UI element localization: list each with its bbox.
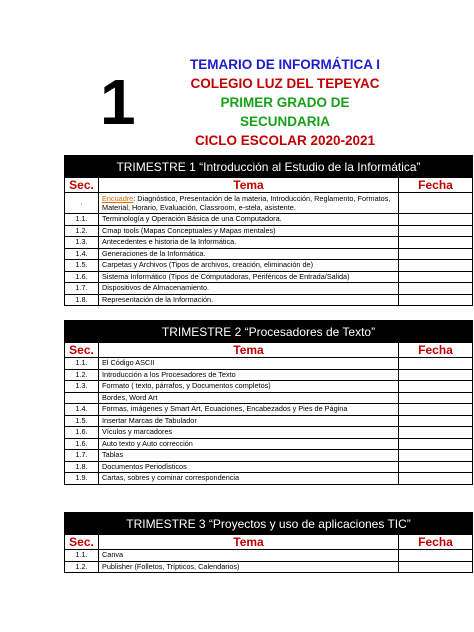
row-tema: Insertar Marcas de Tabulador <box>99 415 399 427</box>
row-sec: 1.5. <box>65 415 99 427</box>
row-fecha <box>399 237 473 249</box>
row-tema: El Código ASCII <box>99 358 399 370</box>
row-sec <box>65 392 99 404</box>
table-row <box>65 438 473 450</box>
row-tema: Introducción a los Procesadores de Texto <box>99 369 399 381</box>
row-sec: 1.2. <box>65 225 99 237</box>
table-row <box>65 392 473 404</box>
row-sec: 1.9. <box>65 473 99 485</box>
row-fecha <box>399 369 473 381</box>
table-row <box>65 550 473 562</box>
row-sec: 1.1. <box>65 214 99 226</box>
row-fecha <box>399 260 473 272</box>
table-row <box>65 561 473 573</box>
column-header-fecha: Fecha <box>399 343 473 358</box>
row-tema: Cmap tools (Mapas Conceptuales y Mapas mentales) <box>99 225 399 237</box>
row-tema: Formas, imágenes y Smart Art, Ecuaciones, Encabezados y Pies de Página <box>99 404 399 416</box>
row-tema: Sistema Informático (Tipos de Computadoras, Periféricos de Entrada/Salida) <box>99 271 399 283</box>
row-sec: 1.1. <box>65 358 99 370</box>
table-row <box>65 294 473 306</box>
table-row <box>65 237 473 249</box>
table-row <box>65 271 473 283</box>
row-sec: 1.6. <box>65 438 99 450</box>
table-row <box>65 473 473 485</box>
row-fecha <box>399 461 473 473</box>
document-header <box>190 55 380 150</box>
row-tema: Documentos Periodísticos <box>99 461 399 473</box>
table-row <box>65 214 473 226</box>
row-sec: 1.1. <box>65 550 99 562</box>
encuadre-text: : Diagnóstico, Presentación de la materia, Introducción, Reglamento, Formatos, Material, Horario, Evaluación, Classroom, e-stela, asistente. <box>102 193 391 212</box>
row-sec: 1.4. <box>65 248 99 260</box>
row-fecha <box>399 550 473 562</box>
row-sec: 1.2. <box>65 369 99 381</box>
row-fecha <box>399 283 473 295</box>
row-tema: Cartas, sobres y cominar correspondencia <box>99 473 399 485</box>
row-fecha <box>399 193 473 214</box>
row-sec: 1.8. <box>65 294 99 306</box>
row-fecha <box>399 561 473 573</box>
trimestre-2-title: TRIMESTRE 2 “Procesadores de Texto” <box>65 321 473 343</box>
table-row <box>65 461 473 473</box>
row-sec: 1.6. <box>65 427 99 439</box>
table-row <box>65 260 473 272</box>
table-row <box>65 381 473 393</box>
row-sec: 1.3. <box>65 381 99 393</box>
table-row <box>65 358 473 370</box>
table-row <box>65 248 473 260</box>
row-sec: 1.5. <box>65 260 99 272</box>
grade-number: 1 <box>100 66 136 138</box>
row-fecha <box>399 214 473 226</box>
row-fecha <box>399 392 473 404</box>
row-tema: Carpetas y Archivos (Tipos de archivos, creación, eliminación de) <box>99 260 399 272</box>
row-tema: Publisher (Folletos, Trípticos, Calendarios) <box>99 561 399 573</box>
row-tema: Formato ( texto, párrafos, y Documentos completos) <box>99 381 399 393</box>
row-sec: . <box>65 193 99 214</box>
row-sec: 1.3. <box>65 237 99 249</box>
row-tema: Canva <box>99 550 399 562</box>
row-sec: 1.6. <box>65 271 99 283</box>
row-tema: Generaciones de la Informática. <box>99 248 399 260</box>
row-fecha <box>399 404 473 416</box>
encuadre-label: Encuadre <box>102 193 134 203</box>
row-fecha <box>399 248 473 260</box>
row-fecha <box>399 438 473 450</box>
trimestre-2-table <box>64 320 473 485</box>
row-sec: 1.7. <box>65 283 99 295</box>
table-row <box>65 193 473 214</box>
trimestre-3-title: TRIMESTRE 3 “Proyectos y uso de aplicaciones TIC” <box>65 513 473 535</box>
row-tema: Vículos y marcadores <box>99 427 399 439</box>
table-row <box>65 404 473 416</box>
column-header-tema: Tema <box>99 343 399 358</box>
table-row <box>65 369 473 381</box>
table-row <box>65 225 473 237</box>
school-cycle: CICLO ESCOLAR 2020-2021 <box>194 133 376 148</box>
grade-line-2: SECUNDARIA <box>239 114 330 129</box>
row-tema: Dispositivos de Almacenamiento. <box>99 283 399 295</box>
column-header-sec: Sec. <box>65 178 99 193</box>
trimestre-1-title: TRIMESTRE 1 “Introducción al Estudio de la Informática” <box>65 156 473 178</box>
row-fecha <box>399 450 473 462</box>
row-tema: Antecedentes e historia de la Informática. <box>99 237 399 249</box>
row-fecha <box>399 294 473 306</box>
table-row <box>65 415 473 427</box>
row-fecha <box>399 427 473 439</box>
column-header-fecha: Fecha <box>399 535 473 550</box>
row-tema: Bordes, Word Art <box>99 392 399 404</box>
column-header-tema: Tema <box>99 535 399 550</box>
row-fecha <box>399 358 473 370</box>
school-name: COLEGIO LUZ DEL TEPEYAC <box>190 76 380 91</box>
row-tema: Representación de la Información. <box>99 294 399 306</box>
column-header-tema: Tema <box>99 178 399 193</box>
row-sec: 1.4. <box>65 404 99 416</box>
row-fecha <box>399 381 473 393</box>
row-fecha <box>399 415 473 427</box>
row-sec: 1.7. <box>65 450 99 462</box>
row-sec: 1.8. <box>65 461 99 473</box>
row-tema <box>99 193 399 214</box>
column-header-sec: Sec. <box>65 343 99 358</box>
column-header-sec: Sec. <box>65 535 99 550</box>
document-title: TEMARIO DE INFORMÁTICA I <box>190 57 380 72</box>
column-header-fecha: Fecha <box>399 178 473 193</box>
row-tema: Auto texto y Auto corrección <box>99 438 399 450</box>
table-row <box>65 450 473 462</box>
trimestre-1-table <box>64 155 473 306</box>
row-tema: Tablas <box>99 450 399 462</box>
grade-line-1: PRIMER GRADO DE <box>220 95 350 110</box>
table-row <box>65 283 473 295</box>
row-fecha <box>399 271 473 283</box>
row-fecha <box>399 473 473 485</box>
trimestre-3-table <box>64 512 473 573</box>
table-row <box>65 427 473 439</box>
row-tema: Terminología y Operación Básica de una Computadora. <box>99 214 399 226</box>
row-fecha <box>399 225 473 237</box>
row-sec: 1.2. <box>65 561 99 573</box>
